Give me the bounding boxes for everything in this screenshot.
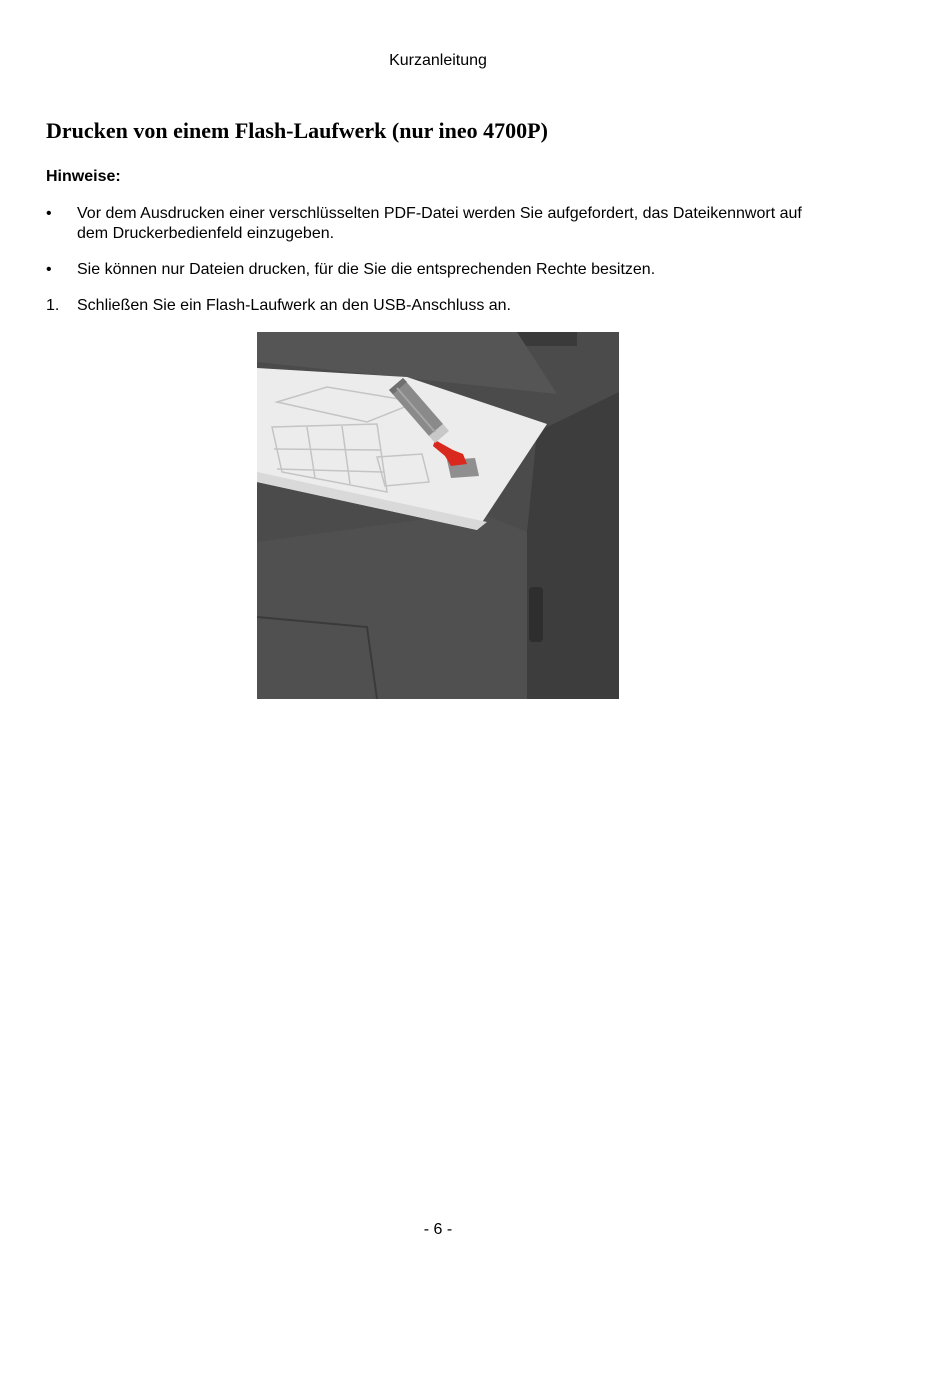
- bullet-icon: •: [46, 261, 52, 278]
- page-number: - 6 -: [423, 1221, 453, 1238]
- side-handle: [529, 587, 543, 642]
- note-item: [46, 204, 826, 244]
- printer-right-side: [527, 392, 619, 699]
- note-item: [46, 260, 826, 280]
- running-header: Kurzanleitung: [389, 52, 487, 69]
- note-text: Vor dem Ausdrucken einer verschlüsselten PDF-Datei werden Sie aufgefordert, das Dateikennwort auf dem Druckerbedienfeld einzugeben.: [77, 205, 802, 242]
- printer-front: [257, 512, 527, 699]
- printer-usb-graphic: [257, 332, 619, 699]
- step-number: 1.: [46, 297, 60, 314]
- step-text: Schließen Sie ein Flash-Laufwerk an den USB-Anschluss an.: [77, 297, 511, 314]
- bullet-icon: •: [46, 205, 52, 222]
- step-item: [46, 296, 826, 316]
- notes-heading: Hinweise:: [46, 168, 121, 185]
- printer-usb-illustration: [257, 332, 619, 699]
- note-text: Sie können nur Dateien drucken, für die Sie die entsprechenden Rechte besitzen.: [77, 261, 656, 278]
- section-title: Drucken von einem Flash-Laufwerk (nur ineo 4700P): [46, 118, 548, 143]
